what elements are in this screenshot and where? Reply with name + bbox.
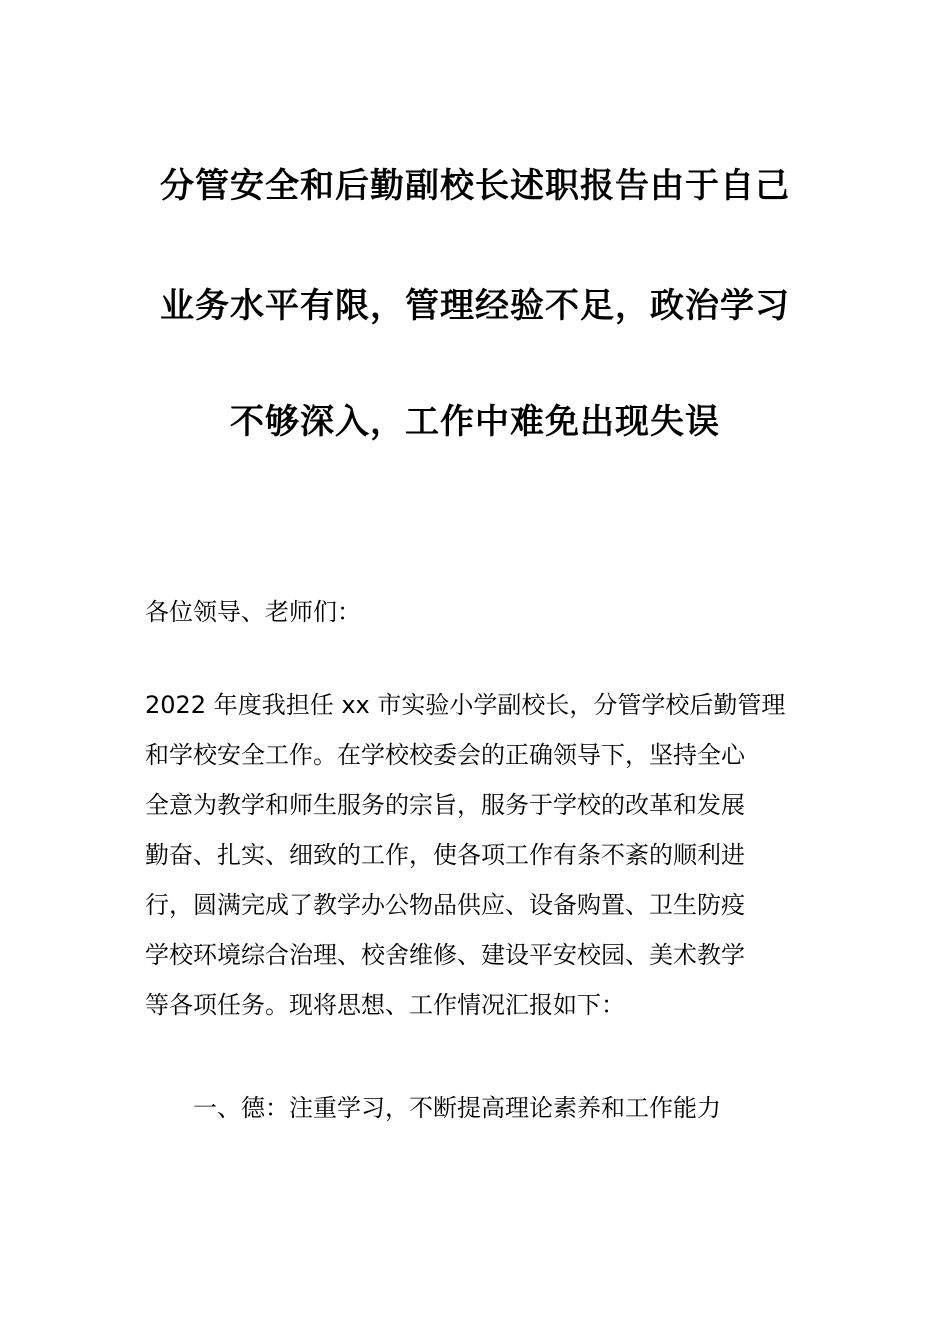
paragraph-line-1: 2022 年度我担任 xx 市实验小学副校长，分管学校后勤管理 [145,691,786,719]
paragraph-line-2: 和学校安全工作。在学校校委会的正确领导下，坚持全心 [145,741,745,769]
paragraph-line-3: 全意为教学和师生服务的宗旨，服务于学校的改革和发展 [145,791,745,819]
document-title-line-2: 业务水平有限，管理经验不足，政治学习 [160,286,790,326]
document-title-line-3: 不够深入，工作中难免出现失误 [230,402,720,442]
body-paragraph [145,680,785,1030]
paragraph-line-7: 等各项任务。现将思想、工作情况汇报如下： [145,991,625,1019]
paragraph-line-4: 勤奋、扎实、细致的工作，使各项工作有条不紊的顺利进 [145,841,745,869]
document-title-line-1: 分管安全和后勤副校长述职报告由于自己 [160,166,790,206]
greeting: 各位领导、老师们： [145,598,361,626]
paragraph-line-5: 行，圆满完成了教学办公物品供应、设备购置、卫生防疫 [145,891,745,919]
section-heading: 一、德：注重学习，不断提高理论素养和工作能力 [193,1094,721,1122]
paragraph-line-6: 学校环境综合治理、校舍维修、建设平安校园、美术教学 [145,941,745,969]
